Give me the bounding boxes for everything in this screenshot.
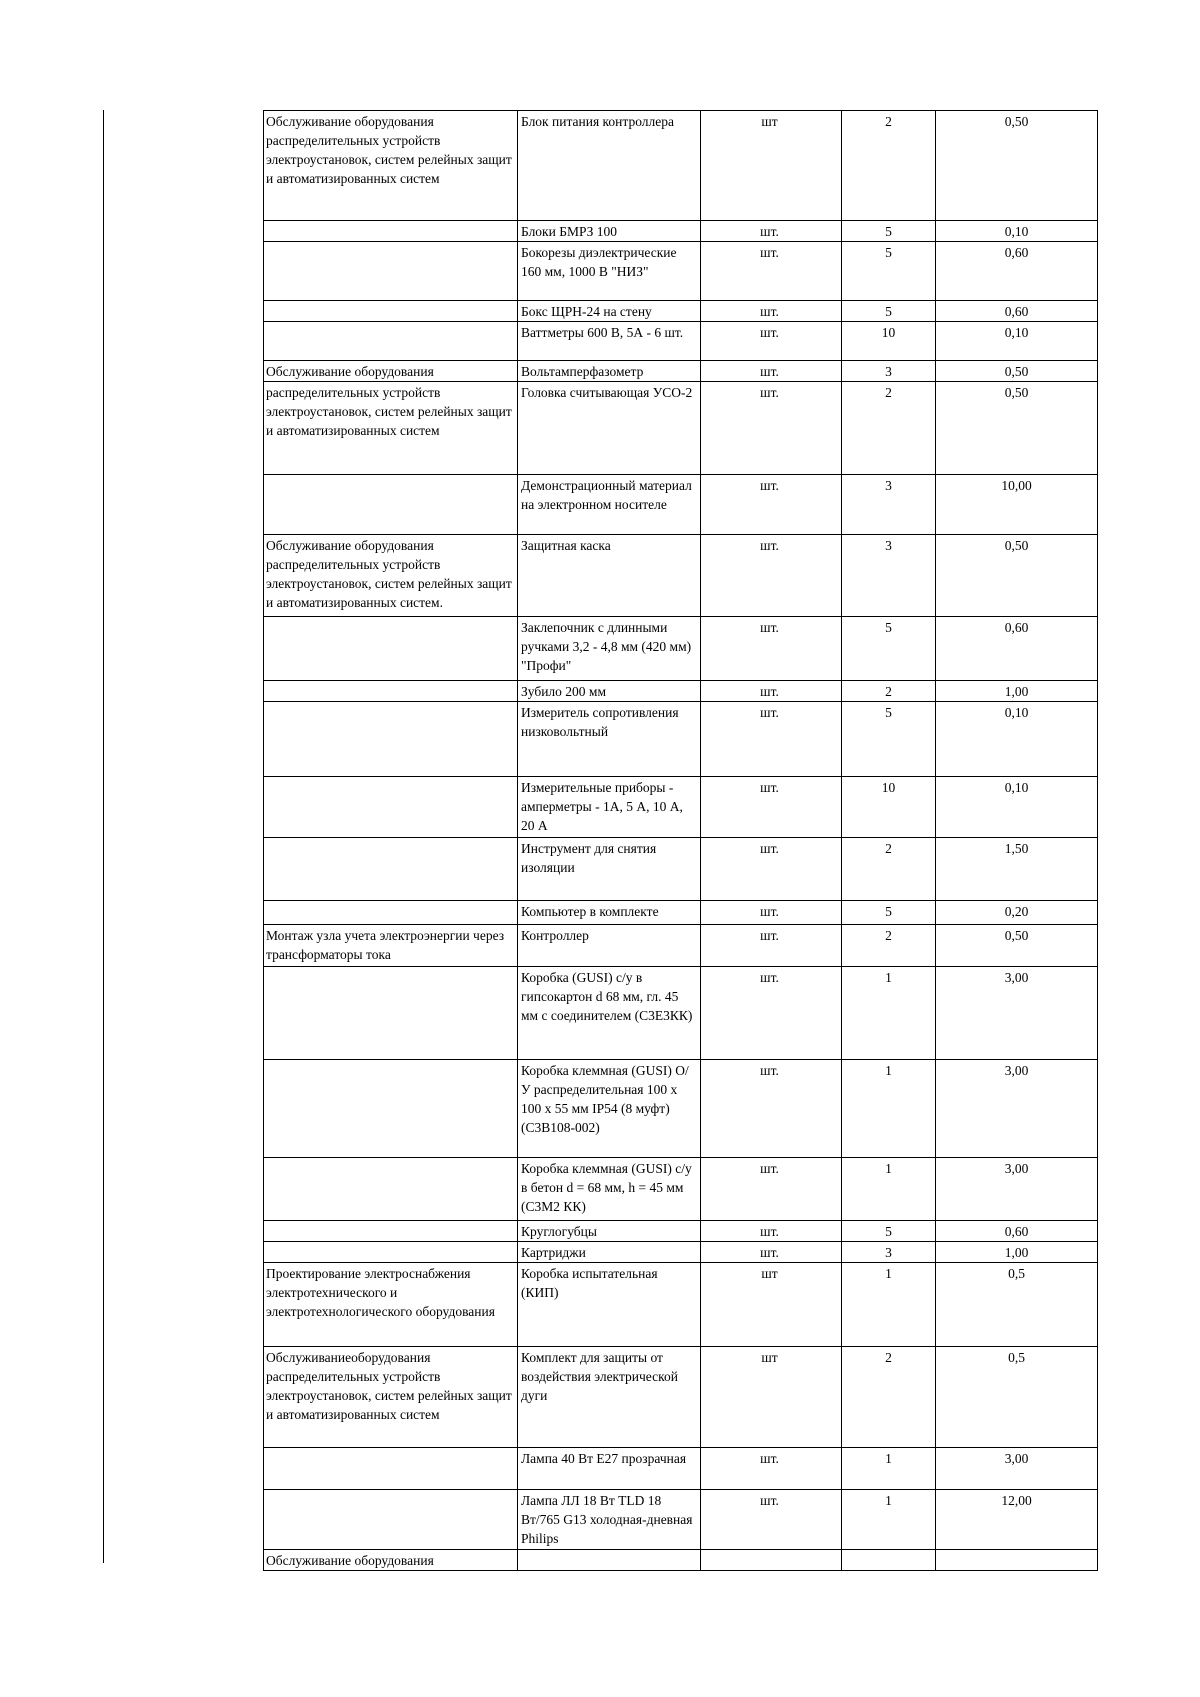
qty-cell: 1 (842, 1448, 936, 1490)
area-cell (264, 1242, 518, 1263)
norm-cell: 3,00 (936, 1158, 1098, 1221)
item-cell: Демонстрационный материал на электронном носителе (518, 475, 701, 535)
area-cell (264, 777, 518, 838)
item-cell: Бокс ЩРН-24 на стену (518, 301, 701, 322)
table-row (264, 1550, 1098, 1571)
area-cell (264, 301, 518, 322)
table-row (264, 1347, 1098, 1448)
table-row (264, 1242, 1098, 1263)
table-row (264, 1490, 1098, 1550)
norm-cell: 1,50 (936, 838, 1098, 901)
item-cell: Коробка испытательная (КИП) (518, 1263, 701, 1347)
unit-cell: шт. (701, 1060, 842, 1158)
equipment-table (263, 110, 1098, 1571)
unit-cell: шт. (701, 1448, 842, 1490)
page-margin-line (103, 110, 104, 1563)
qty-cell: 5 (842, 617, 936, 681)
item-cell: Вольтамперфазометр (518, 361, 701, 382)
qty-cell: 5 (842, 901, 936, 925)
qty-cell: 3 (842, 1242, 936, 1263)
unit-cell: шт. (701, 361, 842, 382)
norm-cell: 3,00 (936, 967, 1098, 1060)
unit-cell: шт. (701, 925, 842, 967)
table-row (264, 967, 1098, 1060)
item-cell: Лампа 40 Вт Е27 прозрачная (518, 1448, 701, 1490)
table-row (264, 361, 1098, 382)
qty-cell: 5 (842, 1221, 936, 1242)
qty-cell: 2 (842, 1347, 936, 1448)
unit-cell: шт (701, 111, 842, 221)
area-cell (264, 322, 518, 361)
area-cell (264, 681, 518, 702)
table-row (264, 702, 1098, 777)
area-cell: Обслуживание оборудования распределительных устройств электроустановок, систем релейных защит и автоматизированных систем (264, 111, 518, 221)
unit-cell: шт (701, 1263, 842, 1347)
norm-cell: 0,10 (936, 322, 1098, 361)
item-cell: Измерительные приборы - амперметры - 1А, 5 А, 10 А, 20 А (518, 777, 701, 838)
norm-cell: 0,60 (936, 1221, 1098, 1242)
area-cell (264, 221, 518, 242)
norm-cell: 0,60 (936, 301, 1098, 322)
item-cell: Картриджи (518, 1242, 701, 1263)
norm-cell: 0,20 (936, 901, 1098, 925)
table-row (264, 1158, 1098, 1221)
unit-cell: шт (701, 1347, 842, 1448)
norm-cell: 0,50 (936, 535, 1098, 617)
norm-cell: 10,00 (936, 475, 1098, 535)
norm-cell: 0,60 (936, 617, 1098, 681)
area-cell: Обслуживание оборудования (264, 1550, 518, 1571)
qty-cell: 5 (842, 301, 936, 322)
item-cell: Инструмент для снятия изоляции (518, 838, 701, 901)
area-cell (264, 617, 518, 681)
qty-cell: 1 (842, 1060, 936, 1158)
unit-cell: шт. (701, 301, 842, 322)
table-row (264, 382, 1098, 475)
unit-cell: шт. (701, 535, 842, 617)
item-cell: Зубило 200 мм (518, 681, 701, 702)
item-cell: Круглогубцы (518, 1221, 701, 1242)
qty-cell: 2 (842, 111, 936, 221)
table-row (264, 1221, 1098, 1242)
area-cell (264, 702, 518, 777)
unit-cell: шт. (701, 475, 842, 535)
item-cell: Коробка клеммная (GUSI) с/у в бетон d = 68 мм, h = 45 мм (С3М2 КК) (518, 1158, 701, 1221)
unit-cell: шт. (701, 382, 842, 475)
item-cell (518, 1550, 701, 1571)
unit-cell: шт. (701, 322, 842, 361)
qty-cell: 2 (842, 681, 936, 702)
table-row (264, 242, 1098, 301)
unit-cell: шт. (701, 777, 842, 838)
unit-cell: шт. (701, 1221, 842, 1242)
item-cell: Лампа ЛЛ 18 Вт TLD 18 Вт/765 G13 холодная-дневная Philips (518, 1490, 701, 1550)
table-row (264, 838, 1098, 901)
unit-cell: шт. (701, 221, 842, 242)
table-row (264, 535, 1098, 617)
area-cell (264, 1490, 518, 1550)
qty-cell: 5 (842, 242, 936, 301)
table-row (264, 111, 1098, 221)
qty-cell: 10 (842, 777, 936, 838)
area-cell: Монтаж узла учета электроэнергии через трансформаторы тока (264, 925, 518, 967)
norm-cell: 0,5 (936, 1263, 1098, 1347)
norm-cell: 0,50 (936, 111, 1098, 221)
qty-cell: 1 (842, 967, 936, 1060)
qty-cell: 5 (842, 702, 936, 777)
item-cell: Ваттметры 600 В, 5А - 6 шт. (518, 322, 701, 361)
qty-cell: 5 (842, 221, 936, 242)
unit-cell: шт. (701, 681, 842, 702)
item-cell: Коробка (GUSI) с/у в гипсокартон d 68 мм, гл. 45 мм с соединителем (С3Е3КК) (518, 967, 701, 1060)
area-cell (264, 1060, 518, 1158)
qty-cell: 2 (842, 838, 936, 901)
qty-cell: 1 (842, 1158, 936, 1221)
norm-cell: 3,00 (936, 1060, 1098, 1158)
item-cell: Бокорезы диэлектрические 160 мм, 1000 В "НИЗ" (518, 242, 701, 301)
norm-cell: 0,10 (936, 777, 1098, 838)
unit-cell: шт. (701, 1242, 842, 1263)
table-row (264, 221, 1098, 242)
norm-cell: 0,50 (936, 361, 1098, 382)
item-cell: Заклепочник с длинными ручками 3,2 - 4,8 мм (420 мм) "Профи" (518, 617, 701, 681)
norm-cell: 1,00 (936, 1242, 1098, 1263)
table-row (264, 301, 1098, 322)
area-cell: Проектирование электроснабжения электротехнического и электротехнологического оборудования (264, 1263, 518, 1347)
norm-cell: 0,10 (936, 702, 1098, 777)
qty-cell: 2 (842, 382, 936, 475)
qty-cell: 3 (842, 475, 936, 535)
norm-cell: 0,50 (936, 925, 1098, 967)
area-cell (264, 838, 518, 901)
area-cell (264, 475, 518, 535)
unit-cell: шт. (701, 901, 842, 925)
area-cell: Обслуживаниеоборудования распределительных устройств электроустановок, систем релейных защит и автоматизированных систем (264, 1347, 518, 1448)
item-cell: Блоки БМРЗ 100 (518, 221, 701, 242)
norm-cell: 1,00 (936, 681, 1098, 702)
area-cell (264, 967, 518, 1060)
qty-cell (842, 1550, 936, 1571)
area-cell (264, 1221, 518, 1242)
qty-cell: 1 (842, 1490, 936, 1550)
item-cell: Блок питания контроллера (518, 111, 701, 221)
qty-cell: 3 (842, 535, 936, 617)
item-cell: Компьютер в комплекте (518, 901, 701, 925)
item-cell: Головка считывающая УСО-2 (518, 382, 701, 475)
table-row (264, 322, 1098, 361)
item-cell: Коробка клеммная (GUSI) О/У распределительная 100 х 100 х 55 мм IP54 (8 муфт) (С3В108-002) (518, 1060, 701, 1158)
unit-cell: шт. (701, 967, 842, 1060)
table-row (264, 1448, 1098, 1490)
unit-cell: шт. (701, 242, 842, 301)
table-row (264, 1060, 1098, 1158)
norm-cell: 0,60 (936, 242, 1098, 301)
unit-cell: шт. (701, 617, 842, 681)
area-cell (264, 1448, 518, 1490)
norm-cell (936, 1550, 1098, 1571)
table-row (264, 475, 1098, 535)
qty-cell: 2 (842, 925, 936, 967)
item-cell: Защитная каска (518, 535, 701, 617)
norm-cell: 0,50 (936, 382, 1098, 475)
norm-cell: 3,00 (936, 1448, 1098, 1490)
unit-cell: шт. (701, 838, 842, 901)
area-cell: Обслуживание оборудования распределительных устройств электроустановок, систем релейных защит и автоматизированных систем. (264, 535, 518, 617)
area-cell: Обслуживание оборудования (264, 361, 518, 382)
area-cell (264, 901, 518, 925)
item-cell: Контроллер (518, 925, 701, 967)
item-cell: Измеритель сопротивления низковольтный (518, 702, 701, 777)
table-row (264, 901, 1098, 925)
qty-cell: 1 (842, 1263, 936, 1347)
unit-cell: шт. (701, 702, 842, 777)
table-row (264, 777, 1098, 838)
norm-cell: 0,5 (936, 1347, 1098, 1448)
qty-cell: 10 (842, 322, 936, 361)
area-cell (264, 1158, 518, 1221)
norm-cell: 12,00 (936, 1490, 1098, 1550)
table-row (264, 1263, 1098, 1347)
item-cell: Комплект для защиты от воздействия электрической дуги (518, 1347, 701, 1448)
area-cell (264, 242, 518, 301)
unit-cell: шт. (701, 1490, 842, 1550)
table-row (264, 681, 1098, 702)
unit-cell (701, 1550, 842, 1571)
norm-cell: 0,10 (936, 221, 1098, 242)
unit-cell: шт. (701, 1158, 842, 1221)
qty-cell: 3 (842, 361, 936, 382)
area-cell: распределительных устройств электроустановок, систем релейных защит и автоматизированных систем (264, 382, 518, 475)
table-row (264, 617, 1098, 681)
table-row (264, 925, 1098, 967)
